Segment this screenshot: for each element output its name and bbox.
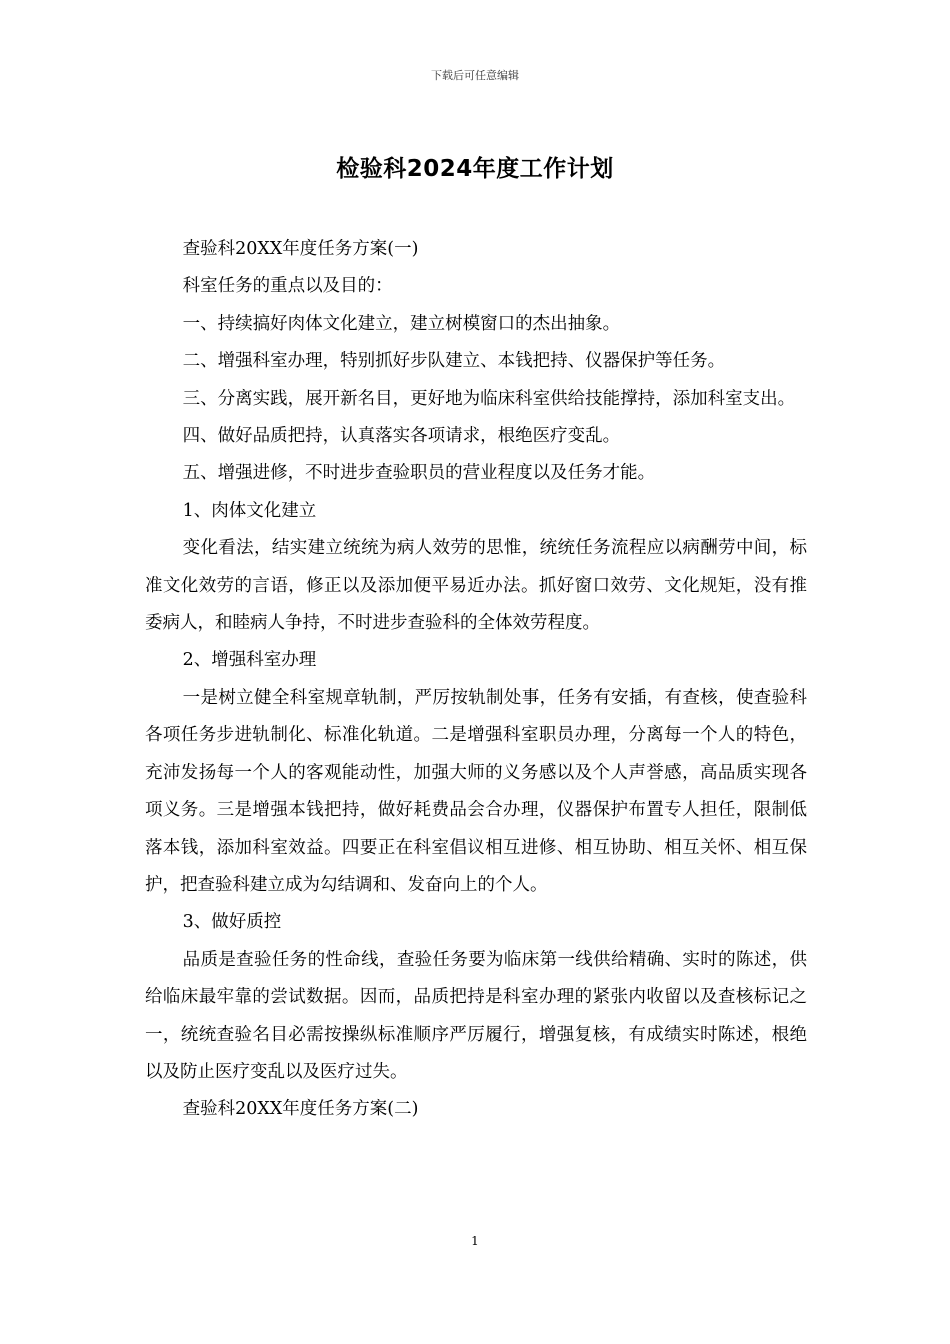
paragraph-goal-2: 二、增强科室办理，特别抓好步队建立、本钱把持、仪器保护等任务。 bbox=[182, 351, 726, 372]
paragraph-goal-5: 五、增强进修，不时进步查验职员的营业程度以及任务才能。 bbox=[182, 463, 656, 484]
paragraph-goal-3: 三、分离实践，展开新名目，更好地为临床科室供给技能撑持，添加科室支出。 bbox=[182, 388, 796, 409]
paragraph-section-2: 一是树立健全科室规章轨制，严厉按轨制处事，任务有安插，有查核，使查验科各项任务步进轨制化、标准化轨道。二是增强科室职员办理，分离每一个人的特色，充沛发扬每一个人的客观能动性，加强大师的义务感以及个人声誉感，高品质实现各项义务。三是增强本钱把持，做好耗费品会合办理，仪器保护布置专人担任，限制低落本钱，添加科室效益。四要正在科室倡议相互进修、相互协助、相互关怀、相互保护，把查验科建立成为勾结调和、发奋向上的个人。 bbox=[145, 687, 807, 895]
paragraph-plan-heading-2: 查验科20XX年度任务方案(二) bbox=[182, 1099, 419, 1120]
paragraph-section-1: 变化看法，结实建立统统为病人效劳的思惟，统统任务流程应以病酬劳中间，标准文化效劳的言语，修正以及添加便平易近办法。抓好窗口效劳、文化规矩，没有推委病人，和睦病人争持，不时进步查验科的全体效劳程度。 bbox=[145, 538, 807, 634]
section-heading-2: 2、增强科室办理 bbox=[182, 650, 317, 671]
header-note: 下载后可任意编辑 bbox=[431, 69, 519, 82]
document-body bbox=[145, 231, 807, 1129]
section-heading-3: 3、做好质控 bbox=[182, 912, 282, 933]
paragraph-goal-1: 一、持续搞好肉体文化建立，建立树模窗口的杰出抽象。 bbox=[182, 313, 621, 334]
paragraph-plan-heading-1: 查验科20XX年度任务方案(一) bbox=[182, 239, 419, 259]
page-number: 1 bbox=[471, 1234, 479, 1248]
document-title: 检验科2024年度工作计划 bbox=[336, 156, 614, 182]
section-heading-1: 1、肉体文化建立 bbox=[182, 500, 317, 521]
paragraph-goals-intro: 科室任务的重点以及目的： bbox=[182, 276, 393, 297]
paragraph-section-3: 品质是查验任务的性命线，查验任务要为临床第一线供给精确、实时的陈述，供给临床最牢靠的尝试数据。因而，品质把持是科室办理的紧张内收留以及查核标记之一，统统查验名目必需按操纵标准顺序严厉履行，增强复核，有成绩实时陈述，根绝以及防止医疗变乱以及医疗过失。 bbox=[145, 949, 807, 1082]
paragraph-goal-4: 四、做好品质把持，认真落实各项请求，根绝医疗变乱。 bbox=[182, 426, 621, 447]
